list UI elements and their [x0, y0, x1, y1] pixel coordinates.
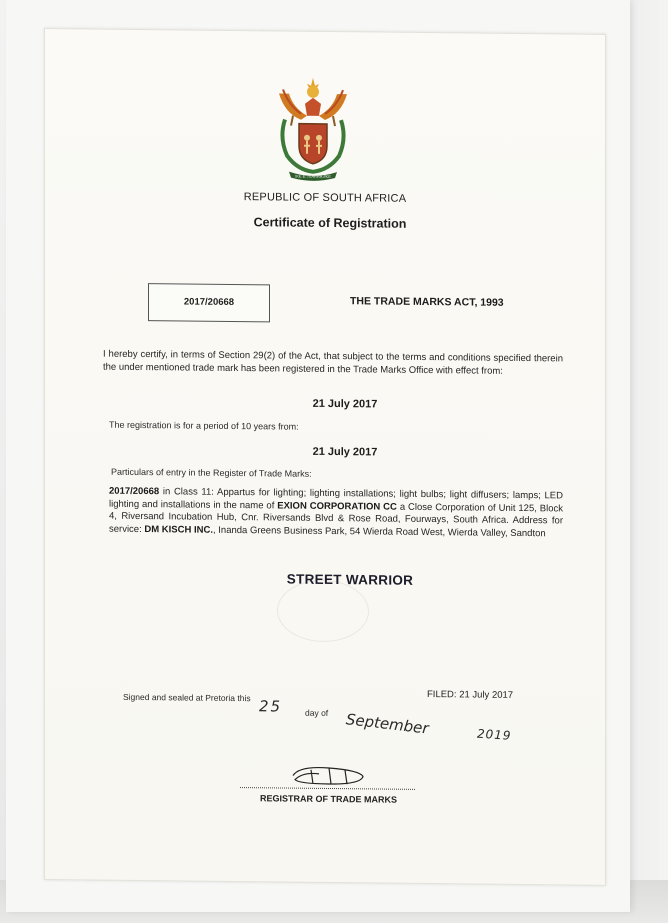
- country-heading: REPUBLIC OF SOUTH AFRICA: [243, 191, 407, 205]
- registrar-title: REGISTRAR OF TRADE MARKS: [260, 793, 397, 805]
- trade-mark-name: STREET WARRIOR: [286, 571, 414, 588]
- particulars-heading: Particulars of entry in the Register of Trade Marks:: [111, 466, 312, 479]
- handwritten-month: September: [345, 710, 430, 738]
- entry-number: 2017/20668: [109, 485, 160, 498]
- entry-text-goods: in Class 11: Appartus for lighting; lighting installations; light bulbs; light diffusers; lamps; LED lighting and installations in the name of: [109, 486, 563, 511]
- filed-date: FILED: 21 July 2017: [427, 689, 514, 701]
- effective-date: 21 July 2017: [312, 397, 378, 411]
- act-title: THE TRADE MARKS ACT, 1993: [350, 295, 504, 309]
- picture-frame: [6, 0, 630, 912]
- register-entry: [109, 486, 563, 541]
- entry-text-address: a Close Corporation of Unit 125, Block 4, Riversand Incubation Hub, Cnr. Riversands Blvd & Rose Road, Fourways, South Africa. Address for service:: [109, 501, 564, 535]
- registrar-signature: [289, 762, 367, 789]
- entry-agent: DM KISCH INC.: [144, 523, 213, 536]
- motto-banner: !KE E: /XARRA //KE: [295, 173, 331, 180]
- handwritten-year: 2019: [476, 726, 512, 743]
- embossed-seal: [277, 579, 369, 642]
- signature-line: [240, 787, 415, 790]
- entry-text-agent-address: , Inanda Greens Business Park, 54 Wierda Road West, Wierda Valley, Sandton: [213, 524, 546, 539]
- certificate-document: [44, 28, 606, 886]
- certification-statement: I hereby certify, in terms of Section 29(2) of the Act, that subject to the terms and conditions specified therein the under mentioned trade mark has been registered in the Trade Marks Office with effect from:: [103, 348, 563, 377]
- signed-sealed-text: Signed and sealed at Pretoria this: [123, 691, 251, 704]
- handwritten-day: 25: [259, 697, 283, 716]
- certificate-title: Certificate of Registration: [253, 215, 407, 231]
- period-start-date: 21 July 2017: [312, 445, 378, 459]
- registration-number-box: 2017/20668: [148, 283, 270, 322]
- day-of-text: day of: [305, 707, 329, 718]
- registration-period-text: The registration is for a period of 10 years from:: [109, 419, 299, 432]
- entry-owner: EXION CORPORATION CC: [277, 499, 397, 513]
- coat-of-arms-icon: [271, 75, 355, 182]
